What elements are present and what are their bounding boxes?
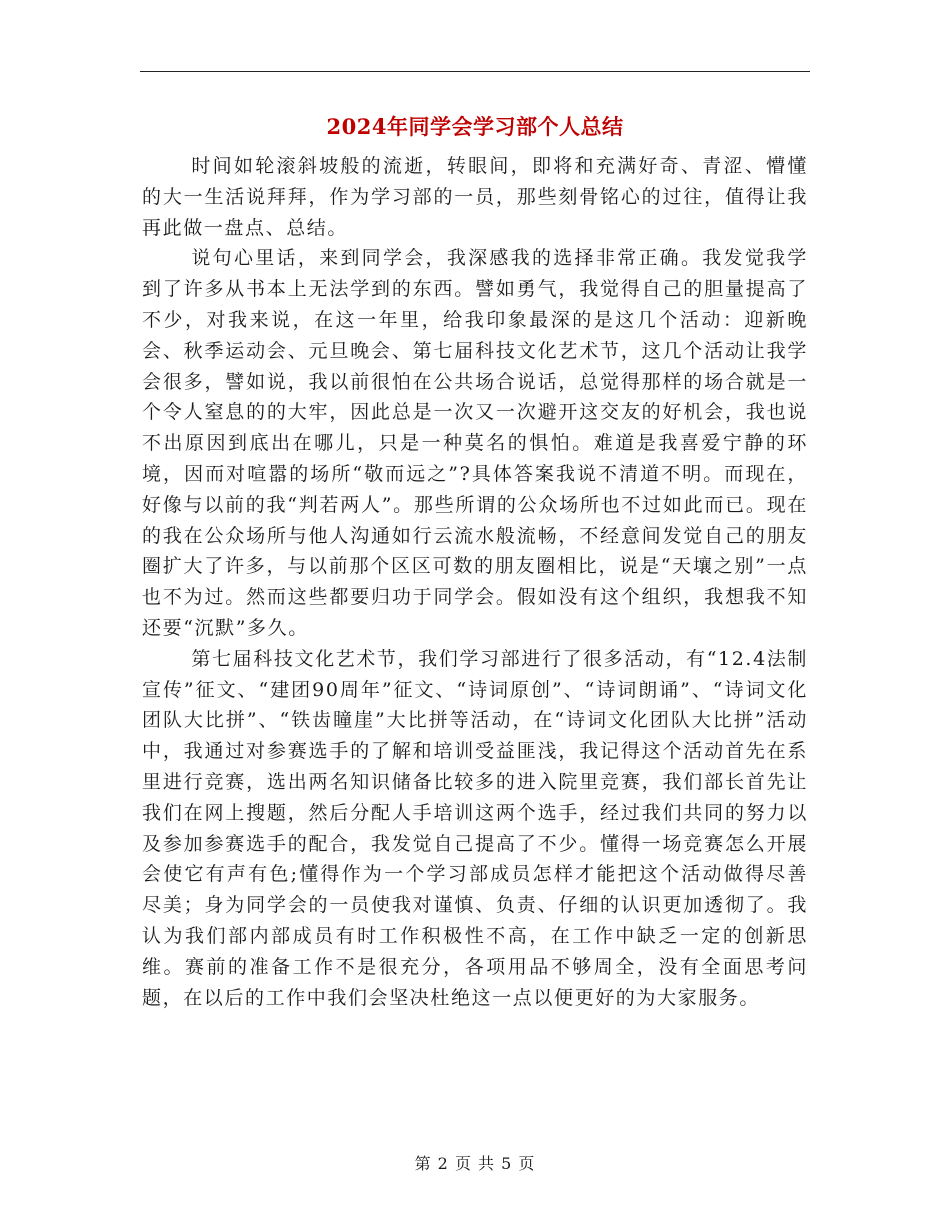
header-rule — [140, 71, 810, 72]
paragraph-3: 第七届科技文化艺术节，我们学习部进行了很多活动，有“12.4法制宣传”征文、“建团90周年”征文、“诗词原创”、“诗词朗诵”、“诗词文化团队大比拼”、“铁齿瞳崖”大比拼等活动，在“诗词文化团队大比拼”活动中，我通过对参赛选手的了解和培训受益匪浅，我记得这个活动首先在系里进行竞赛，选出两名知识储备比较多的进入院里竞赛，我们部长首先让我们在网上搜题，然后分配人手培训这两个选手，经过我们共同的努力以及参加参赛选手的配合，我发觉自己提高了不少。懂得一场竞赛怎么开展会使它有声有色;懂得作为一个学习部成员怎样才能把这个活动做得尽善尽美；身为同学会的一员使我对谨慎、负责、仔细的认识更加透彻了。我认为我们部内部成员有时工作积极性不高，在工作中缺乏一定的创新思维。赛前的准备工作不是很充分，各项用品不够周全，没有全面思考问题，在以后的工作中我们会坚决杜绝这一点以便更好的为大家服务。 — [142, 647, 808, 1009]
page-number: 第 2 页 共 5 页 — [414, 1154, 536, 1173]
paragraph-2: 说句心里话，来到同学会，我深感我的选择非常正确。我发觉我学到了许多从书本上无法学到的东西。譬如勇气，我觉得自己的胆量提高了不少，对我来说，在这一年里，给我印象最深的是这几个活动：迎新晚会、秋季运动会、元旦晚会、第七届科技文化艺术节，这几个活动让我学会很多，譬如说，我以前很怕在公共场合说话，总觉得那样的场合就是一个令人窒息的的大牢，因此总是一次又一次避开这交友的好机会，我也说不出原因到底出在哪儿，只是一种莫名的惧怕。难道是我喜爱宁静的环境，因而对喧嚣的场所“敬而远之”?具体答案我说不清道不明。而现在，好像与以前的我“判若两人”。那些所谓的公众场所也不过如此而已。现在的我在公众场所与他人沟通如行云流水般流畅，不经意间发觉自己的朋友圈扩大了许多，与以前那个区区可数的朋友圈相比，说是“天壤之别”一点也不为过。然而这些都要归功于同学会。假如没有这个组织，我想我不知还要“沉默”多久。 — [142, 247, 808, 639]
paragraph-1: 时间如轮滚斜坡般的流逝，转眼间，即将和充满好奇、青涩、懵懂的大一生活说拜拜，作为学习部的一员，那些刻骨铭心的过往，值得让我再此做一盘点、总结。 — [142, 155, 808, 239]
document-body — [142, 151, 808, 1013]
document-title: 2024年同学会学习部个人总结 — [326, 114, 624, 139]
